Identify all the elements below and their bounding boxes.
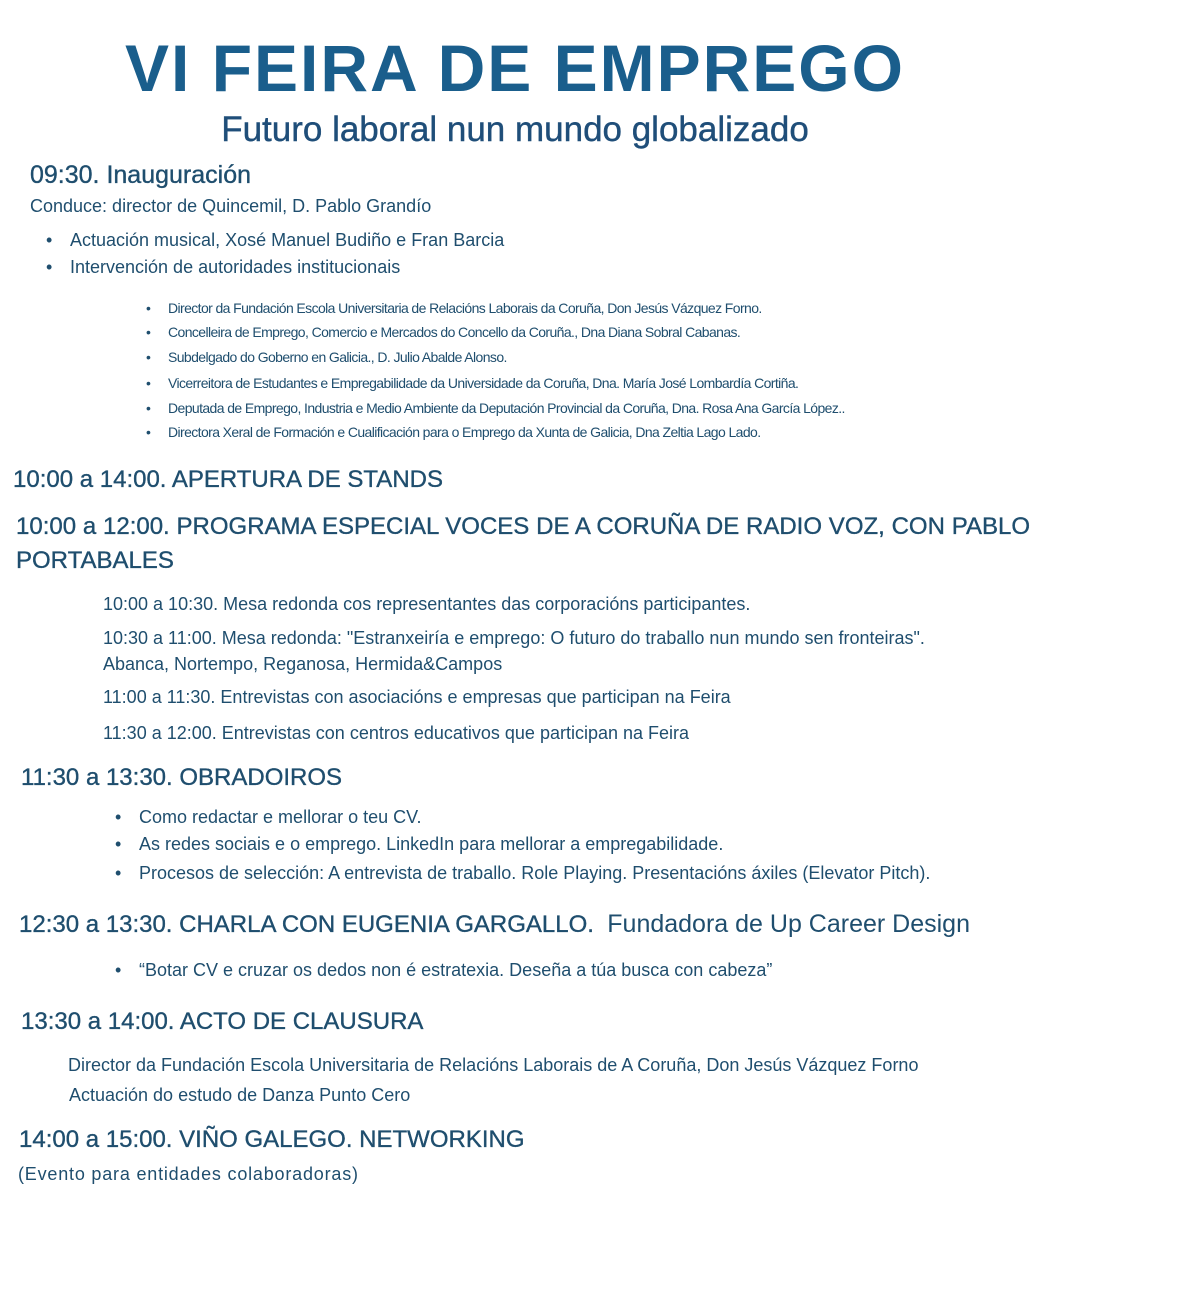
workshops-heading: 11:30 a 13:30. OBRADOIROS — [21, 764, 343, 791]
talk-heading — [19, 909, 970, 940]
radio-item: 11:00 a 11:30. Entrevistas con asociacións e empresas que participan na Feira — [103, 687, 731, 707]
networking-heading: 14:00 a 15:00. VIÑO GALEGO. NETWORKING — [19, 1126, 525, 1153]
authority-item: • Directora Xeral de Formación e Cualificación para o Emprego da Xunta de Galicia, Dna Zeltia Lago Lado. — [168, 423, 761, 441]
workshop-item: • Como redactar e mellorar o teu CV. — [139, 806, 421, 828]
radio-item: 10:00 a 10:30. Mesa redonda cos representantes das corporacións participantes. — [103, 594, 751, 614]
page-title: VI FEIRA DE EMPREGO — [125, 31, 905, 105]
authority-item: • Deputada de Emprego, Industria e Medio Ambiente da Deputación Provincial da Coruña, Dna. Rosa Ana García López.. — [168, 399, 845, 417]
closing-heading: 13:30 a 14:00. ACTO DE CLAUSURA — [21, 1008, 424, 1035]
authority-item: • Vicerreitora de Estudantes e Empregabilidade da Universidade da Coruña, Dna. María José Lombardía Cortiña. — [168, 374, 798, 392]
closing-item: Actuación do estudo de Danza Punto Cero — [69, 1085, 411, 1105]
workshop-item: • As redes sociais e o emprego. LinkedIn para mellorar a empregabilidade. — [139, 833, 723, 855]
talk-quote: • “Botar CV e cruzar os dedos non é estratexia. Deseña a túa busca con cabeza” — [139, 959, 772, 981]
radio-item: 11:30 a 12:00. Entrevistas con centros educativos que participan na Feira — [103, 723, 690, 743]
talk-speaker-role: Fundadora de Up Career Design — [607, 910, 970, 938]
inauguration-heading: 09:30. Inauguración — [30, 161, 252, 189]
authority-item: • Concelleira de Emprego, Comercio e Mercados do Concello da Coruña., Dna Diana Sobral Cabanas. — [168, 323, 740, 341]
list-item: • Intervención de autoridades institucionais — [70, 256, 400, 278]
radio-item: Abanca, Nortempo, Reganosa, Hermida&Campos — [103, 654, 503, 674]
talk-title: 12:30 a 13:30. CHARLA CON EUGENIA GARGALLO. — [19, 911, 594, 938]
radio-item: 10:30 a 11:00. Mesa redonda: "Estranxeiría e emprego: O futuro do traballo nun mundo sen fronteiras". — [103, 628, 925, 648]
page-subtitle: Futuro laboral nun mundo globalizado — [221, 110, 809, 149]
workshop-item: • Procesos de selección: A entrevista de traballo. Role Playing. Presentacións áxiles (Elevator Pitch). — [139, 862, 930, 884]
list-item: • Actuación musical, Xosé Manuel Budiño e Fran Barcia — [70, 229, 504, 251]
authority-item: • Director da Fundación Escola Universitaria de Relacións Laborais da Coruña, Don Jesús Vázquez Forno. — [168, 299, 762, 317]
inauguration-host: Conduce: director de Quincemil, D. Pablo Grandío — [30, 196, 432, 216]
closing-item: Director da Fundación Escola Universitaria de Relacións Laborais de A Coruña, Don Jesús Vázquez Forno — [68, 1055, 919, 1075]
radio-heading: 10:00 a 12:00. PROGRAMA ESPECIAL VOCES DE A CORUÑA DE RADIO VOZ, CON PABLO PORTABALES — [16, 513, 1030, 574]
stands-heading: 10:00 a 14:00. APERTURA DE STANDS — [13, 466, 443, 493]
authority-item: • Subdelgado do Goberno en Galicia., D. Julio Abalde Alonso. — [168, 348, 507, 366]
networking-note: (Evento para entidades colaboradoras) — [18, 1164, 359, 1184]
